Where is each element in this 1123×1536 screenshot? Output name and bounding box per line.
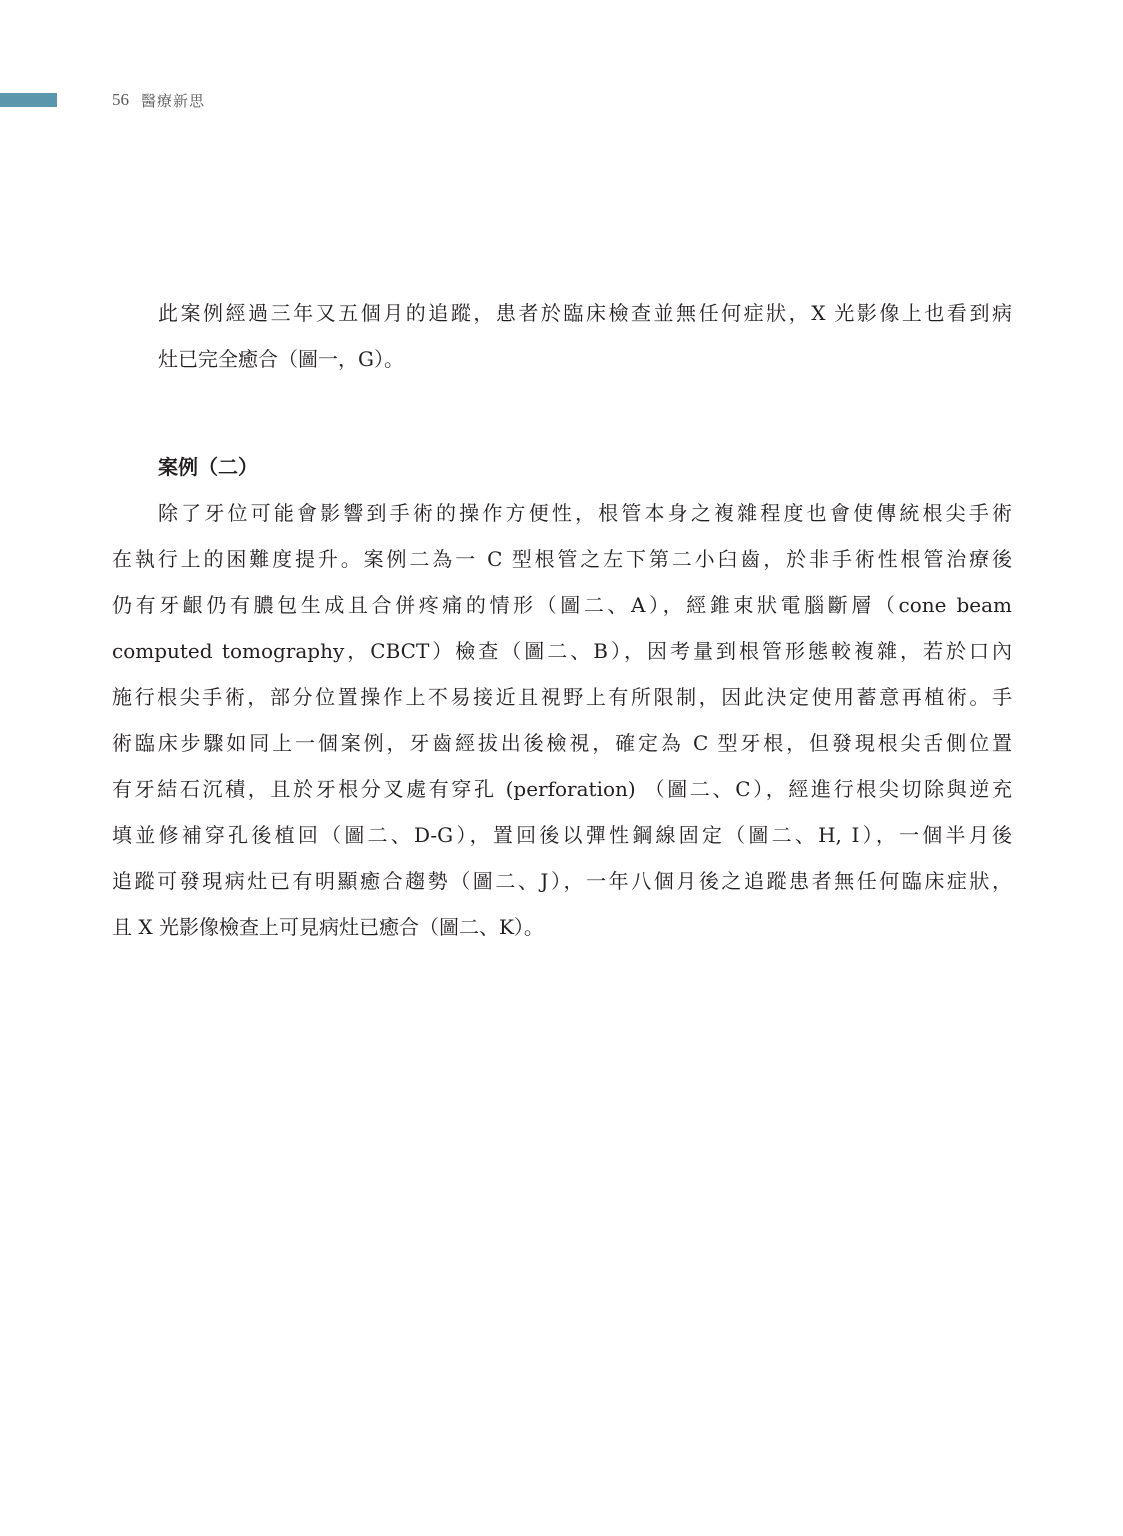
running-header (112, 88, 205, 112)
text-line: 術臨床步驟如同上一個案例，牙齒經拔出後檢視，確定為 C 型牙根，但發現根尖舌側位置 (112, 731, 1012, 755)
body-text (112, 290, 1012, 950)
text-line: 灶已完全癒合（圖一，G）。 (158, 347, 404, 371)
text-line: 填並修補穿孔後植回（圖二、D-G），置回後以彈性鋼線固定（圖二、H, I），一個半月後 (112, 823, 1012, 847)
text-line: computed tomography，CBCT）檢查（圖二、B），因考量到根管形態較複雜，若於口內 (112, 639, 1012, 663)
paragraph-case2 (112, 490, 1012, 950)
page-number: 56 (112, 90, 129, 109)
text-line: 除了牙位可能會影響到手術的操作方便性，根管本身之複雜程度也會使傳統根尖手術 (158, 501, 1012, 525)
paragraph-case1-followup (112, 290, 1012, 382)
header-accent-bar (0, 93, 57, 107)
text-line: 仍有牙齦仍有膿包生成且合併疼痛的情形（圖二、A），經錐束狀電腦斷層（cone beam (112, 593, 1012, 617)
text-line: 且 X 光影像檢查上可見病灶已癒合（圖二、K）。 (112, 915, 544, 939)
text-line: 施行根尖手術，部分位置操作上不易接近且視野上有所限制，因此決定使用蓄意再植術。手 (112, 685, 1012, 709)
section-heading-case2: 案例（二） (158, 455, 258, 479)
text-line: 追蹤可發現病灶已有明顯癒合趨勢（圖二、J），一年八個月後之追蹤患者無任何臨床症狀， (112, 869, 1012, 893)
text-line: 此案例經過三年又五個月的追蹤，患者於臨床檢查並無任何症狀，X 光影像上也看到病 (158, 301, 1012, 325)
text-line: 在執行上的困難度提升。案例二為一 C 型根管之左下第二小臼齒，於非手術性根管治療後 (112, 547, 1012, 571)
text-line: 有牙結石沉積，且於牙根分叉處有穿孔 (perforation) （圖二、C），經進行根尖切除與逆充 (112, 777, 1012, 801)
journal-title: 醫療新思 (141, 91, 206, 110)
